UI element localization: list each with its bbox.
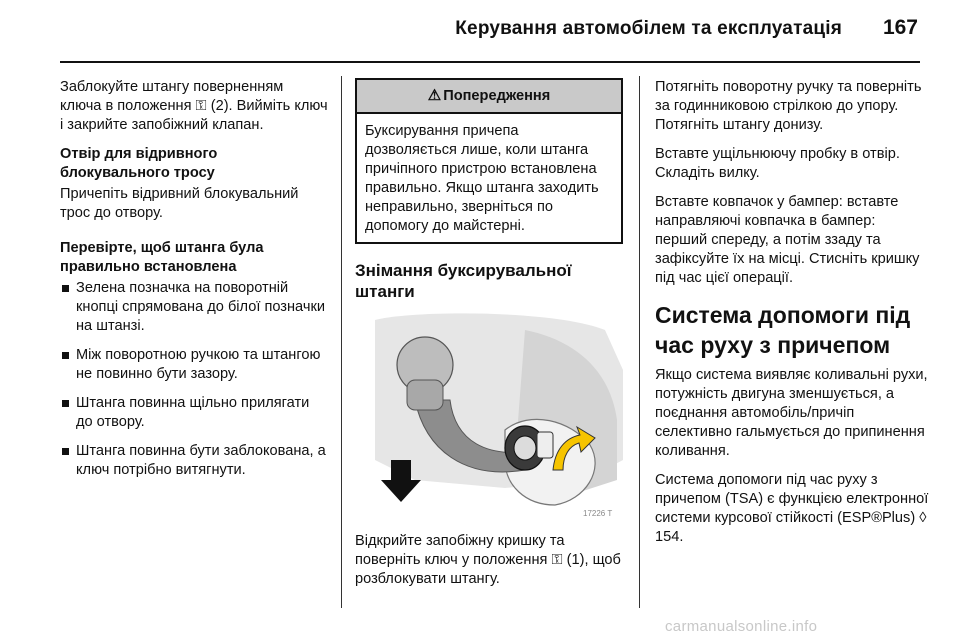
column-divider-1 — [341, 76, 342, 608]
warning-text: Буксирування причепа дозволяється лише, коли штанга причіпного пристрою встановлена правильно. Якщо штанга заходить неправильно, зверніться по допомогу до майстерні. — [365, 123, 599, 234]
paragraph-tsa-esp: Система допомоги під час руху з причепом (TSA) є функцією електронної системи курсової стійкості (ESP®Plus) ◊ 154. — [655, 472, 929, 545]
watermark: carmanualsonline.info — [665, 618, 818, 635]
section-text-cable-eye: Причепіть відривний блокувальний трос до отвору. — [60, 186, 299, 221]
list-item: Зелена позначка на поворотній кнопці спрямована до білої позначки на штанзі. — [60, 279, 328, 336]
figure-caption: Відкрийте запобіжну кришку та поверніть ключ у положення ⚿ (1), щоб розблокувати штангу. — [355, 533, 621, 587]
page-number: 167 — [882, 16, 918, 39]
column-3 — [655, 78, 930, 557]
section-title-removal: Знімання буксирувальної штанги — [355, 261, 572, 301]
column-divider-2 — [639, 76, 640, 608]
column-2 — [355, 78, 623, 599]
list-item: Штанга повинна бути заблокована, а ключ потрібно витягнути. — [60, 442, 328, 480]
section-title-check: Перевірте, щоб штанга була правильно встановлена — [60, 240, 264, 275]
header-rule — [60, 61, 920, 63]
warning-header — [357, 80, 621, 114]
paragraph-pull-knob: Потягніть поворотну ручку та поверніть за годинниковою стрілкою до упору. Потягніть штангу донизу. — [655, 79, 922, 133]
list-item: Штанга повинна щільно прилягати до отвору. — [60, 394, 328, 432]
column-1 — [60, 78, 328, 490]
towbar-illustration — [355, 310, 623, 522]
section-title-cable-eye: Отвір для відривного блокувального тросу — [60, 146, 218, 181]
check-list — [60, 279, 328, 480]
page-header — [0, 0, 960, 62]
warning-title: Попередження — [443, 88, 551, 104]
towbar-drawing — [355, 310, 623, 522]
section-title-tsa: Система допомоги під час руху з причепом — [655, 302, 911, 358]
warning-box — [355, 78, 623, 244]
warning-triangle-icon: ⚠ — [427, 87, 442, 104]
paragraph-insert-plug: Вставте ущільнюючу пробку в отвір. Складіть вилку. — [655, 146, 900, 181]
lock-instruction: Заблокуйте штангу поверненням ключа в положення ⚿ (2). Вийміть ключ і закрийте запобіжний клапан. — [60, 79, 328, 133]
figure-code: 17226 T — [583, 509, 613, 518]
list-item: Між поворотною ручкою та штангою не повинно бути зазору. — [60, 346, 328, 384]
header-title: Керування автомобілем та експлуатація — [455, 18, 842, 39]
paragraph-tsa-desc: Якщо система виявляє коливальні рухи, потужність двигуна зменшується, а поєднання автомобіль/причіп селективно гальмується до припинення коливання. — [655, 367, 928, 459]
paragraph-insert-cap: Вставте ковпачок у бампер: вставте направляючі ковпачка в бампер: перший спереду, а потім ззаду та зафіксуйте їх на місці. Стисніть кришку під час цієї операції. — [655, 194, 920, 286]
